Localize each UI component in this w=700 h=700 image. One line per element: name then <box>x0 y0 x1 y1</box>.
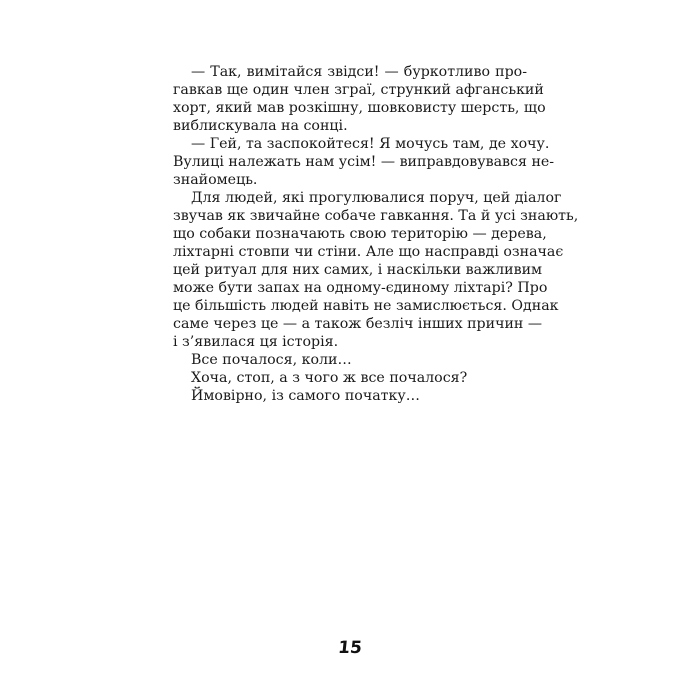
text-line: саме через це — а також безліч інших причин — <box>173 316 543 332</box>
text-line: Хоча, стоп, а з чого ж все почалося? <box>191 370 468 386</box>
text-line: Вулиці належать нам усім! — виправдовувався не- <box>173 154 555 170</box>
text-line: це більшість людей навіть не замислюється. Однак <box>173 298 559 314</box>
text-line: може бути запах на одному-єдиному ліхтарі? Про <box>173 280 548 296</box>
body-text <box>173 63 579 405</box>
text-line: звучав як звичайне собаче гавкання. Та й усі знають, <box>173 208 579 224</box>
text-line: ліхтарні стовпи чи стіни. Але що насправді означає <box>173 244 564 260</box>
text-line: хорт, який мав розкішну, шовковисту шерсть, що <box>173 100 546 116</box>
text-line: — Так, вимітайся звідси! — буркотливо про- <box>191 64 527 80</box>
text-line: — Гей, та заспокойтеся! Я мочусь там, де хочу. <box>191 136 550 152</box>
text-line: що собаки позначають свою територію — дерева, <box>173 226 547 242</box>
text-line: виблискувала на сонці. <box>173 118 348 134</box>
text-line: Все почалося, коли… <box>191 352 352 368</box>
page-number: 15 <box>337 638 363 658</box>
text-line: Ймовірно, із самого початку… <box>191 388 420 404</box>
text-line: гавкав ще один член зграї, стрункий афганський <box>173 82 544 98</box>
text-line: Для людей, які прогулювалися поруч, цей діалог <box>191 190 562 206</box>
text-line: і з’явилася ця історія. <box>173 334 339 350</box>
text-line: знайомець. <box>173 172 258 188</box>
text-line: цей ритуал для них самих, і наскільки важливим <box>173 262 543 278</box>
